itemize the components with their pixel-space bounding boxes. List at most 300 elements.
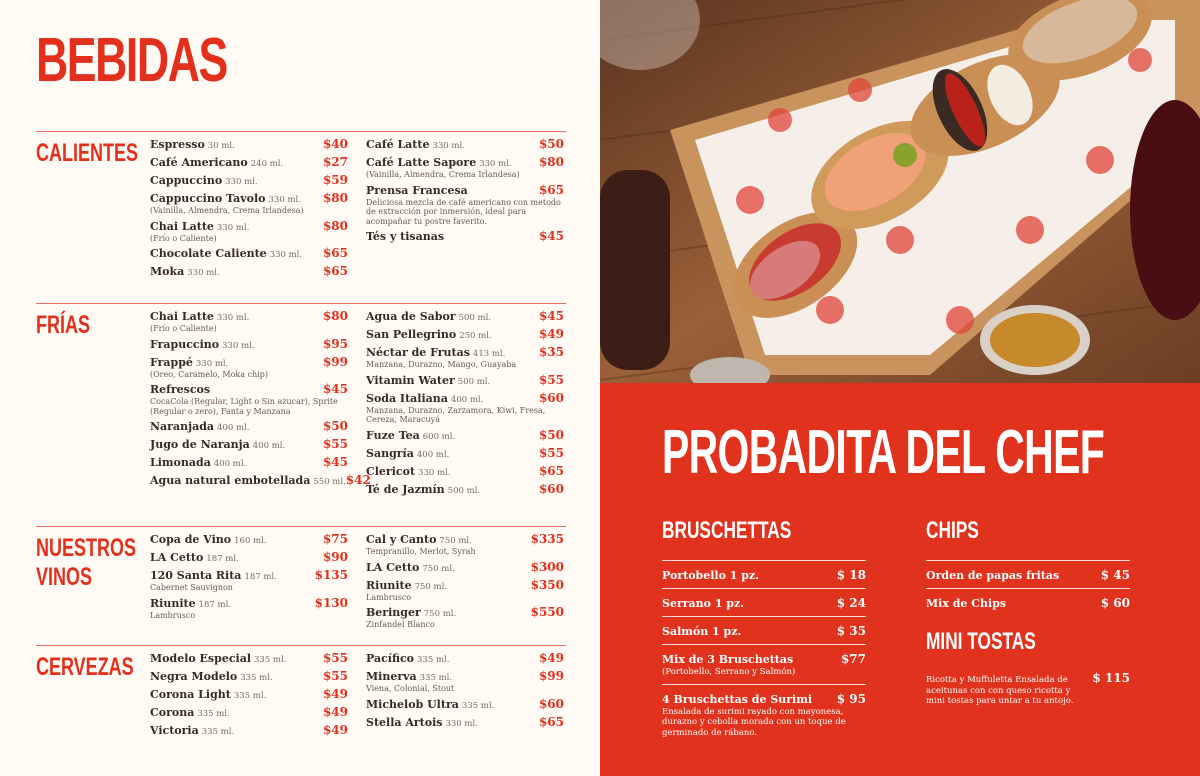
menu-item-description: Tempranillo, Merlot, Syrah [366,547,476,556]
menu-item [150,437,348,451]
menu-item-title: Fuze Tea [366,428,420,442]
menu-item-row [150,532,348,546]
food-photo [600,0,1200,383]
menu-item-row [366,464,564,478]
menu-item-size: 250 ml. [459,331,492,341]
menu-item-name [366,230,444,243]
menu-item-row [926,568,1130,582]
menu-item-size: 400 ml. [416,449,450,460]
menu-item-row [150,437,348,451]
menu-item-row [366,428,564,442]
menu-item-row [366,345,564,359]
section-title: CERVEZAS [36,653,134,681]
menu-item-title: Néctar de Frutas [366,346,470,359]
menu-item [150,455,348,469]
menu-item-name [366,465,450,478]
menu-item-size: 750 ml. [422,563,455,574]
item-column [150,651,348,741]
menu-item [150,723,348,737]
menu-item [150,309,348,334]
mini-tostas-heading: MINI TOSTAS [926,628,1036,655]
menu-item-price: $49 [322,705,348,719]
section-title-line: NUESTROS [36,534,137,562]
menu-item-price: $ 60 [1100,596,1130,610]
menu-item-title: Riunite [150,596,196,610]
menu-item-name [150,688,266,701]
menu-item-price: $49 [538,327,564,341]
menu-item-row [150,337,348,351]
menu-item-price: $550 [530,605,564,620]
menu-item-row [662,692,866,706]
menu-item-size: 187 ml. [206,554,239,564]
menu-item-description: (Portobello, Serrano y Salmón) [662,667,796,677]
menu-item [366,605,564,630]
menu-item-title: Espresso [150,138,205,151]
menu-item-name [150,220,249,233]
menu-item-title: Té de Jazmín [366,482,445,496]
menu-item-row [150,473,371,488]
item-column [150,137,348,282]
section-title [36,534,136,591]
menu-item-name [366,392,483,405]
menu-item [366,482,564,496]
menu-item-price: $130 [314,595,348,610]
section-frias [36,303,566,523]
menu-item-row [366,183,564,197]
bruschetta-board-image [600,0,1200,383]
section-vinos [36,526,566,641]
menu-item-name: Mix de Chips [926,597,1007,610]
menu-item-price: $50 [322,419,348,434]
menu-item-price: $65 [538,182,564,197]
menu-item-name [150,192,301,205]
menu-item-title: Tés y tisanas [366,230,445,244]
menu-item-size: 400 ml. [217,423,250,434]
menu-item-row [150,651,348,665]
menu-item-price: $35 [538,345,564,359]
menu-item-price: $45 [322,455,348,470]
menu-item-description: Lambrusco [366,592,412,602]
menu-item-price: $95 [322,336,348,351]
menu-item-size: 500 ml. [447,485,481,496]
menu-item-row [926,671,1130,707]
menu-item-row [366,697,564,711]
menu-item-size: 335 ml. [233,691,267,701]
menu-item-title: Limonada [150,456,211,470]
menu-item [926,671,1130,713]
menu-item-row [366,669,564,683]
menu-item-price: $55 [322,669,348,683]
menu-item-name [150,138,235,151]
menu-item-price: $80 [322,218,348,233]
item-column [150,532,348,623]
menu-item-name [366,346,505,359]
menu-item-row [366,446,564,460]
menu-item [366,651,564,665]
menu-item-price: $50 [538,137,564,151]
menu-item [366,578,564,603]
menu-item-name [150,438,285,451]
menu-item-row [150,219,348,233]
menu-item-name [366,310,491,323]
menu-item-price: $65 [322,246,348,261]
menu-item-row [366,532,564,546]
menu-item-price: $45 [322,382,348,397]
menu-item [150,687,348,701]
section-cervezas [36,645,566,755]
menu-item-title: LA Cetto [150,551,204,564]
menu-item-price: $45 [538,309,564,323]
item-column [366,137,564,247]
menu-item-price: $ 115 [1092,671,1130,685]
menu-item-row [150,155,348,169]
menu-item-row [150,355,348,369]
menu-item-size: 330 ml. [216,313,250,323]
menu-item-price: $49 [322,723,348,737]
menu-item [150,473,371,488]
menu-item-price: $ 18 [836,568,866,582]
menu-item-row [150,191,348,205]
menu-item-size: 500 ml. [457,376,491,387]
menu-item-row [150,455,348,469]
menu-item-name [366,698,494,711]
menu-item-row [150,137,348,151]
menu-item-name [150,310,249,323]
menu-item [366,345,564,370]
menu-item-price: $75 [322,532,348,546]
menu-item-size: 187 ml. [244,572,277,582]
menu-item [150,191,348,216]
mini-tostas-list [926,671,1130,713]
menu-item-row [366,155,564,169]
menu-item-description: Cabernet Sauvignon [150,583,233,592]
menu-item [366,309,564,323]
menu-item-title: Beringer [366,606,421,620]
menu-item-price: $65 [538,714,564,729]
menu-item-price: $350 [530,577,564,592]
menu-item-price: $80 [538,155,564,169]
section-divider [36,645,566,646]
menu-item-row [366,560,564,574]
menu-item-row [150,382,348,396]
menu-item-name [366,374,490,387]
menu-item-row [150,419,348,433]
menu-item-title: Café Latte [366,138,430,151]
menu-item-name: Orden de papas fritas [926,569,1060,582]
menu-item-row [150,687,348,701]
section-calientes [36,131,566,301]
menu-item-title: Café Americano [150,156,248,169]
menu-item [366,715,564,729]
menu-item-title: Moka [150,265,185,279]
section-divider [36,131,566,132]
menu-item [366,229,564,243]
menu-item-description: Ricotta y Muffuletta Ensalada de aceitunas con con queso ricotta y mini tostas para untar a tu antojo. [926,675,1074,707]
menu-item-title: Copa de Vino [150,533,232,546]
menu-item-size: 750 ml. [439,536,472,546]
menu-item-row [150,669,348,683]
menu-item-name: Serrano 1 pz. [662,597,745,610]
menu-item [366,373,564,387]
menu-item-price: $60 [538,481,564,496]
menu-item [150,705,348,719]
menu-item-row [150,173,348,187]
menu-item-name [150,156,283,169]
menu-item-size: 160 ml. [234,536,267,546]
menu-item [150,382,348,416]
menu-item-title: Chai Latte [150,310,214,323]
menu-item-row [926,596,1130,610]
menu-item-description: CocaCola (Regular, Light o Sin azucar), Sprite (Regular o zero), Fanta y Manzana [150,397,338,416]
menu-item-row [150,550,348,564]
menu-item-name [150,724,234,737]
menu-item-row [150,596,348,610]
menu-item-size: 330 ml. [268,195,301,205]
menu-item-name [150,597,231,610]
menu-item [366,560,564,574]
menu-item-description: (Frío o Caliente) [150,233,217,243]
menu-item-title: Naranjada [150,420,215,434]
menu-item-row [662,596,866,610]
menu-item-name: 4 Bruschettas de Surimi [662,692,813,706]
menu-item-row [150,723,348,737]
menu-item [366,327,564,341]
menu-item-size: 750 ml. [423,609,457,620]
menu-item-name [366,328,492,341]
section-divider [36,526,566,527]
menu-item-description: Deliciosa mezcla de café americano con metodo de extracción por inmersión, ideal para acompañar tu postre faverito. [366,197,561,226]
menu-item-name [366,184,468,197]
chips-list [926,560,1130,616]
menu-item-name [150,174,258,187]
menu-item-name [366,483,480,496]
menu-item-price: $49 [538,651,564,665]
menu-item [150,532,348,546]
menu-item-title: Cappuccino [150,174,223,187]
menu-item-description: Viena, Colonial, Stout [366,684,455,693]
menu-item-name [150,569,277,582]
menu-item-title: Frapuccino [150,337,220,351]
menu-item-price: $77 [840,652,866,666]
page-title: BEBIDAS [36,26,227,95]
menu-item-size: 330 ml. [418,467,451,478]
menu-item-title: Agua natural embotellada [150,474,311,488]
menu-item-title: LA Cetto [366,560,420,574]
menu-item-size: 550 ml. [313,477,346,488]
menu-item-price: $ 35 [836,624,866,638]
menu-item [366,155,564,180]
menu-item-row [366,137,564,151]
menu-item-title: Chai Latte [150,219,214,233]
menu-item-row [150,309,348,323]
menu-item-price: $60 [538,696,564,711]
menu-item-title: Cal y Canto [366,533,437,546]
menu-item [662,684,866,745]
menu-item-name: Salmón 1 pz. [662,625,742,638]
panel-title: PROBADITA DEL CHEF [662,418,1105,487]
menu-item-size: 240 ml. [250,159,284,169]
menu-item [150,337,348,351]
menu-item-price: $50 [538,427,564,442]
menu-item-row [366,373,564,387]
menu-item-size: 413 ml. [472,349,506,359]
menu-item-row [366,309,564,323]
menu-item-price: $ 95 [836,691,866,706]
menu-item-name [150,533,267,546]
menu-item-price: $45 [538,229,564,244]
menu-item [926,560,1130,588]
menu-item-row [366,578,564,592]
menu-item-size: 330 ml. [269,250,303,261]
menu-item-row [662,624,866,638]
item-column [366,309,564,500]
menu-item-title: Michelob Ultra [366,697,459,711]
menu-item-title: Refrescos [150,383,211,397]
menu-item [150,355,348,380]
menu-item-price: $ 24 [836,596,866,610]
menu-item-description: Lambrusco [150,610,196,620]
menu-item [150,155,348,169]
menu-item-title: Clericot [366,464,416,478]
menu-item-price: $55 [538,372,564,387]
menu-item-price: $27 [322,155,348,169]
menu-item [150,246,348,260]
menu-item-row [366,715,564,729]
menu-item-price: $60 [538,390,564,405]
menu-item-name [366,670,452,683]
menu-item-name [150,670,273,683]
menu-item-title: Minerva [366,670,417,683]
item-column [150,309,371,491]
menu-item-description: (Frío o Caliente) [150,324,217,333]
menu-item-size: 330 ml. [187,268,220,279]
menu-item [150,264,348,278]
menu-item-row [366,229,564,243]
menu-item [150,596,348,621]
menu-item-name [366,716,478,729]
menu-item-size: 335 ml. [197,709,230,719]
item-column [366,532,564,633]
menu-item-price: $335 [530,532,564,546]
menu-item [150,419,348,433]
menu-item-name [366,561,455,574]
menu-item-name [366,138,465,151]
menu-item-size: 500 ml. [458,313,492,323]
menu-item-price: $55 [538,445,564,460]
menu-item [150,219,348,244]
menu-item-description: Manzana, Durazno, Zarzamora, Kiwi, Fresa, Cereza, Maracuyá [366,405,546,425]
menu-item [150,173,348,187]
menu-item-name [150,247,302,260]
menu-item [662,644,866,684]
menu-item-title: Modelo Especial [150,652,251,665]
menu-item [150,137,348,151]
menu-item-price: $90 [322,550,348,564]
section-title-line: VINOS [36,562,93,591]
menu-item-title: Café Latte Sapore [366,156,477,169]
menu-item [366,446,564,460]
menu-item-title: Soda Italiana [366,391,448,405]
menu-item-size: 330 ml. [195,358,229,369]
menu-item-price: $80 [322,309,348,323]
menu-item-row [150,264,348,278]
menu-item-title: Frappé [150,355,193,369]
menu-item-row [150,705,348,719]
menu-item-size: 330 ml. [445,718,478,729]
menu-item-description: Manzana, Durazno, Mango, Guayaba [366,360,517,369]
menu-item-price: $55 [322,651,348,665]
menu-item-size: 335 ml. [419,673,453,683]
menu-item-size: 330 ml. [479,159,512,169]
menu-item-row [150,246,348,260]
menu-item-description: Zinfandel Blanco [366,620,435,630]
menu-item-price: $99 [322,354,348,369]
bruschettas-heading: BRUSCHETTAS [662,517,792,544]
menu-item-title: 120 Santa Rita [150,569,242,582]
menu-item-size: 330 ml. [216,222,250,233]
menu-item-name [150,356,228,369]
section-divider [36,303,566,304]
item-column [366,651,564,733]
menu-item-name [150,456,246,469]
menu-item-size: 750 ml. [414,581,447,592]
menu-item-row [366,482,564,496]
menu-item-size: 335 ml. [240,673,273,683]
menu-item-price: $49 [322,687,348,701]
menu-item-title: Negra Modelo [150,670,238,683]
menu-item-description: (Vainilla, Almendra, Crema Irlandesa) [366,170,520,179]
menu-item-title: Agua de Sabor [366,310,456,323]
menu-item-title: Riunite [366,578,412,592]
menu-item-title: Vitamin Water [366,373,455,387]
menu-item-price: $65 [322,264,348,279]
chips-heading: CHIPS [926,517,979,544]
menu-item-name [366,652,449,665]
menu-item-title: Cappuccino Tavolo [150,192,266,205]
menu-item-name [366,447,449,460]
menu-item-size: 400 ml. [252,441,286,452]
menu-item-name: Portobello 1 pz. [662,569,759,582]
menu-item-title: San Pellegrino [366,328,457,341]
menu-item-size: 335 ml. [254,655,287,665]
menu-item [662,560,866,588]
menu-item-name: Mix de 3 Bruschettas [662,653,794,666]
menu-item-price: $80 [322,191,348,205]
menu-item-title: Pacífico [366,652,415,665]
menu-item-name [366,533,472,546]
menu-item-title: Corona Light [150,688,231,701]
bruschettas-list [662,560,866,745]
menu-item-price: $42 [345,473,371,488]
menu-item-size: 400 ml. [450,394,484,405]
menu-item [366,669,564,694]
menu-item-title: Jugo de Naranja [150,438,250,452]
menu-item-size: 335 ml. [201,727,235,737]
menu-item-size: 330 ml. [225,177,258,187]
menu-item [150,568,348,593]
menu-item-size: 400 ml. [213,459,247,470]
menu-item-price: $135 [314,568,348,582]
menu-item-name [150,551,239,564]
menu-item-description: (Vainilla, Almendra, Crema Irlandesa) [150,206,304,215]
menu-item-name [366,579,447,592]
menu-item-size: 30 ml. [207,141,235,151]
menu-item [366,697,564,711]
menu-item-price: $65 [538,463,564,478]
menu-item [366,428,564,442]
menu-item-description: Ensalada de surimi rayado con mayonesa, durazno y cebolla morada con un toque de germinado de rábano. [662,706,846,738]
menu-item-row [150,568,348,582]
